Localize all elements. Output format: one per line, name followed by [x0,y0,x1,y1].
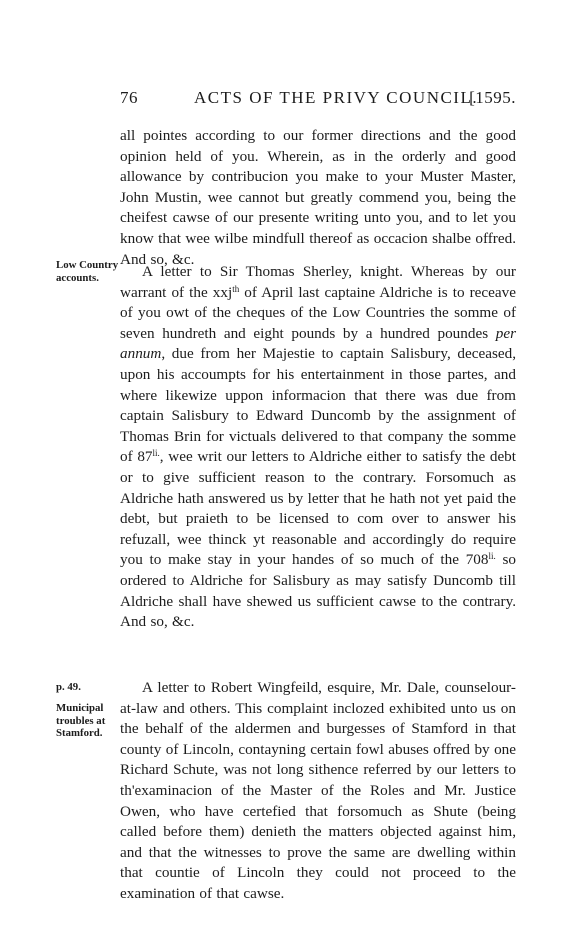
text-run: of April last captaine Aldriche is to receave of you owt of the cheques of the Low Countries the somme of seven hundreth and eight pounds by a hundred poundes [120,283,516,342]
margin-note-low-country: Low Country accounts. [56,259,119,284]
paragraph-text: A letter to Robert Wingfeild, esquire, Mr. Dale, counselour-at-law and others. This complaint inclozed exhibited unto us on the behalf of the aldermen and burgesses of Stamford in that county of Lincoln, contayning certain fowl abuses offred by one Richard Schute, was not long sithence referred by our letters to th'examinacion of the Master of the Roles and Mr. Justice Owen, who have certefied that forsomuch as Shute (being called before them) denieth the matters objected against him, and that the witnesses to prove the same are dwelling within that countie of Lincoln they could not proceed to the examination of that cawse. [120,679,516,902]
page-number: 76 [120,88,138,107]
text-run: A letter to Sir Thomas Sherley, knight. Whereas by our warrant of the xxj [120,263,516,301]
margin-page-reference: p. 49. [56,681,81,693]
paragraph-continuation [120,126,516,270]
text-run: , due from her Majestie to captain Salisbury, deceased, upon his accoumpts for his entertainment in those partes, and where likewize uppon informacion that there was due from captain Salisbury to Edward Duncomb by the assignment of Thomas Brin for victuals delivered to that company the somme of 87 [120,345,516,466]
superscript: th [232,283,240,294]
year-marker: [1595. [469,88,516,107]
running-header [120,88,516,112]
paragraph-text [120,262,516,633]
superscript: li. [152,448,160,459]
running-title: ACTS OF THE PRIVY COUNCIL. [194,88,479,107]
italic-text: per annum [120,324,516,363]
superscript: li. [488,551,496,562]
text-run: , wee writ our letters to Aldriche either to satisfy the debt or to give sufficient reason to the contrary. Forsomuch as Aldriche hath answered us by letter that he hath not yet paid the debt, but praieth to be licensed to com over to answer his refuzall, wee thinck yt reasonable and accordingly do require you to make stay in your handes of so much of the 708 [120,448,516,569]
text-run: so ordered to Aldriche for Salisbury as may satisfy Duncomb till Aldriche shall have shewed us sufficient cawse to the contrary. And so, &c. [120,551,516,631]
paragraph-text: all pointes according to our former directions and the good opinion held of you. Wherein, as in the orderly and good allowance by contribucion you make to your Muster Master, John Mustin, wee cannot but greatly commend you, being the cheifest cawse of our presente writing unto you, and to let you know that wee wilbe mindfull thereof as occacion shalbe offred. And so, &c. [120,127,516,268]
margin-note-municipal: Municipal troubles at Stamford. [56,702,106,739]
paragraph-sherley-letter [120,262,516,633]
paragraph-wingfeild-letter [120,678,516,905]
